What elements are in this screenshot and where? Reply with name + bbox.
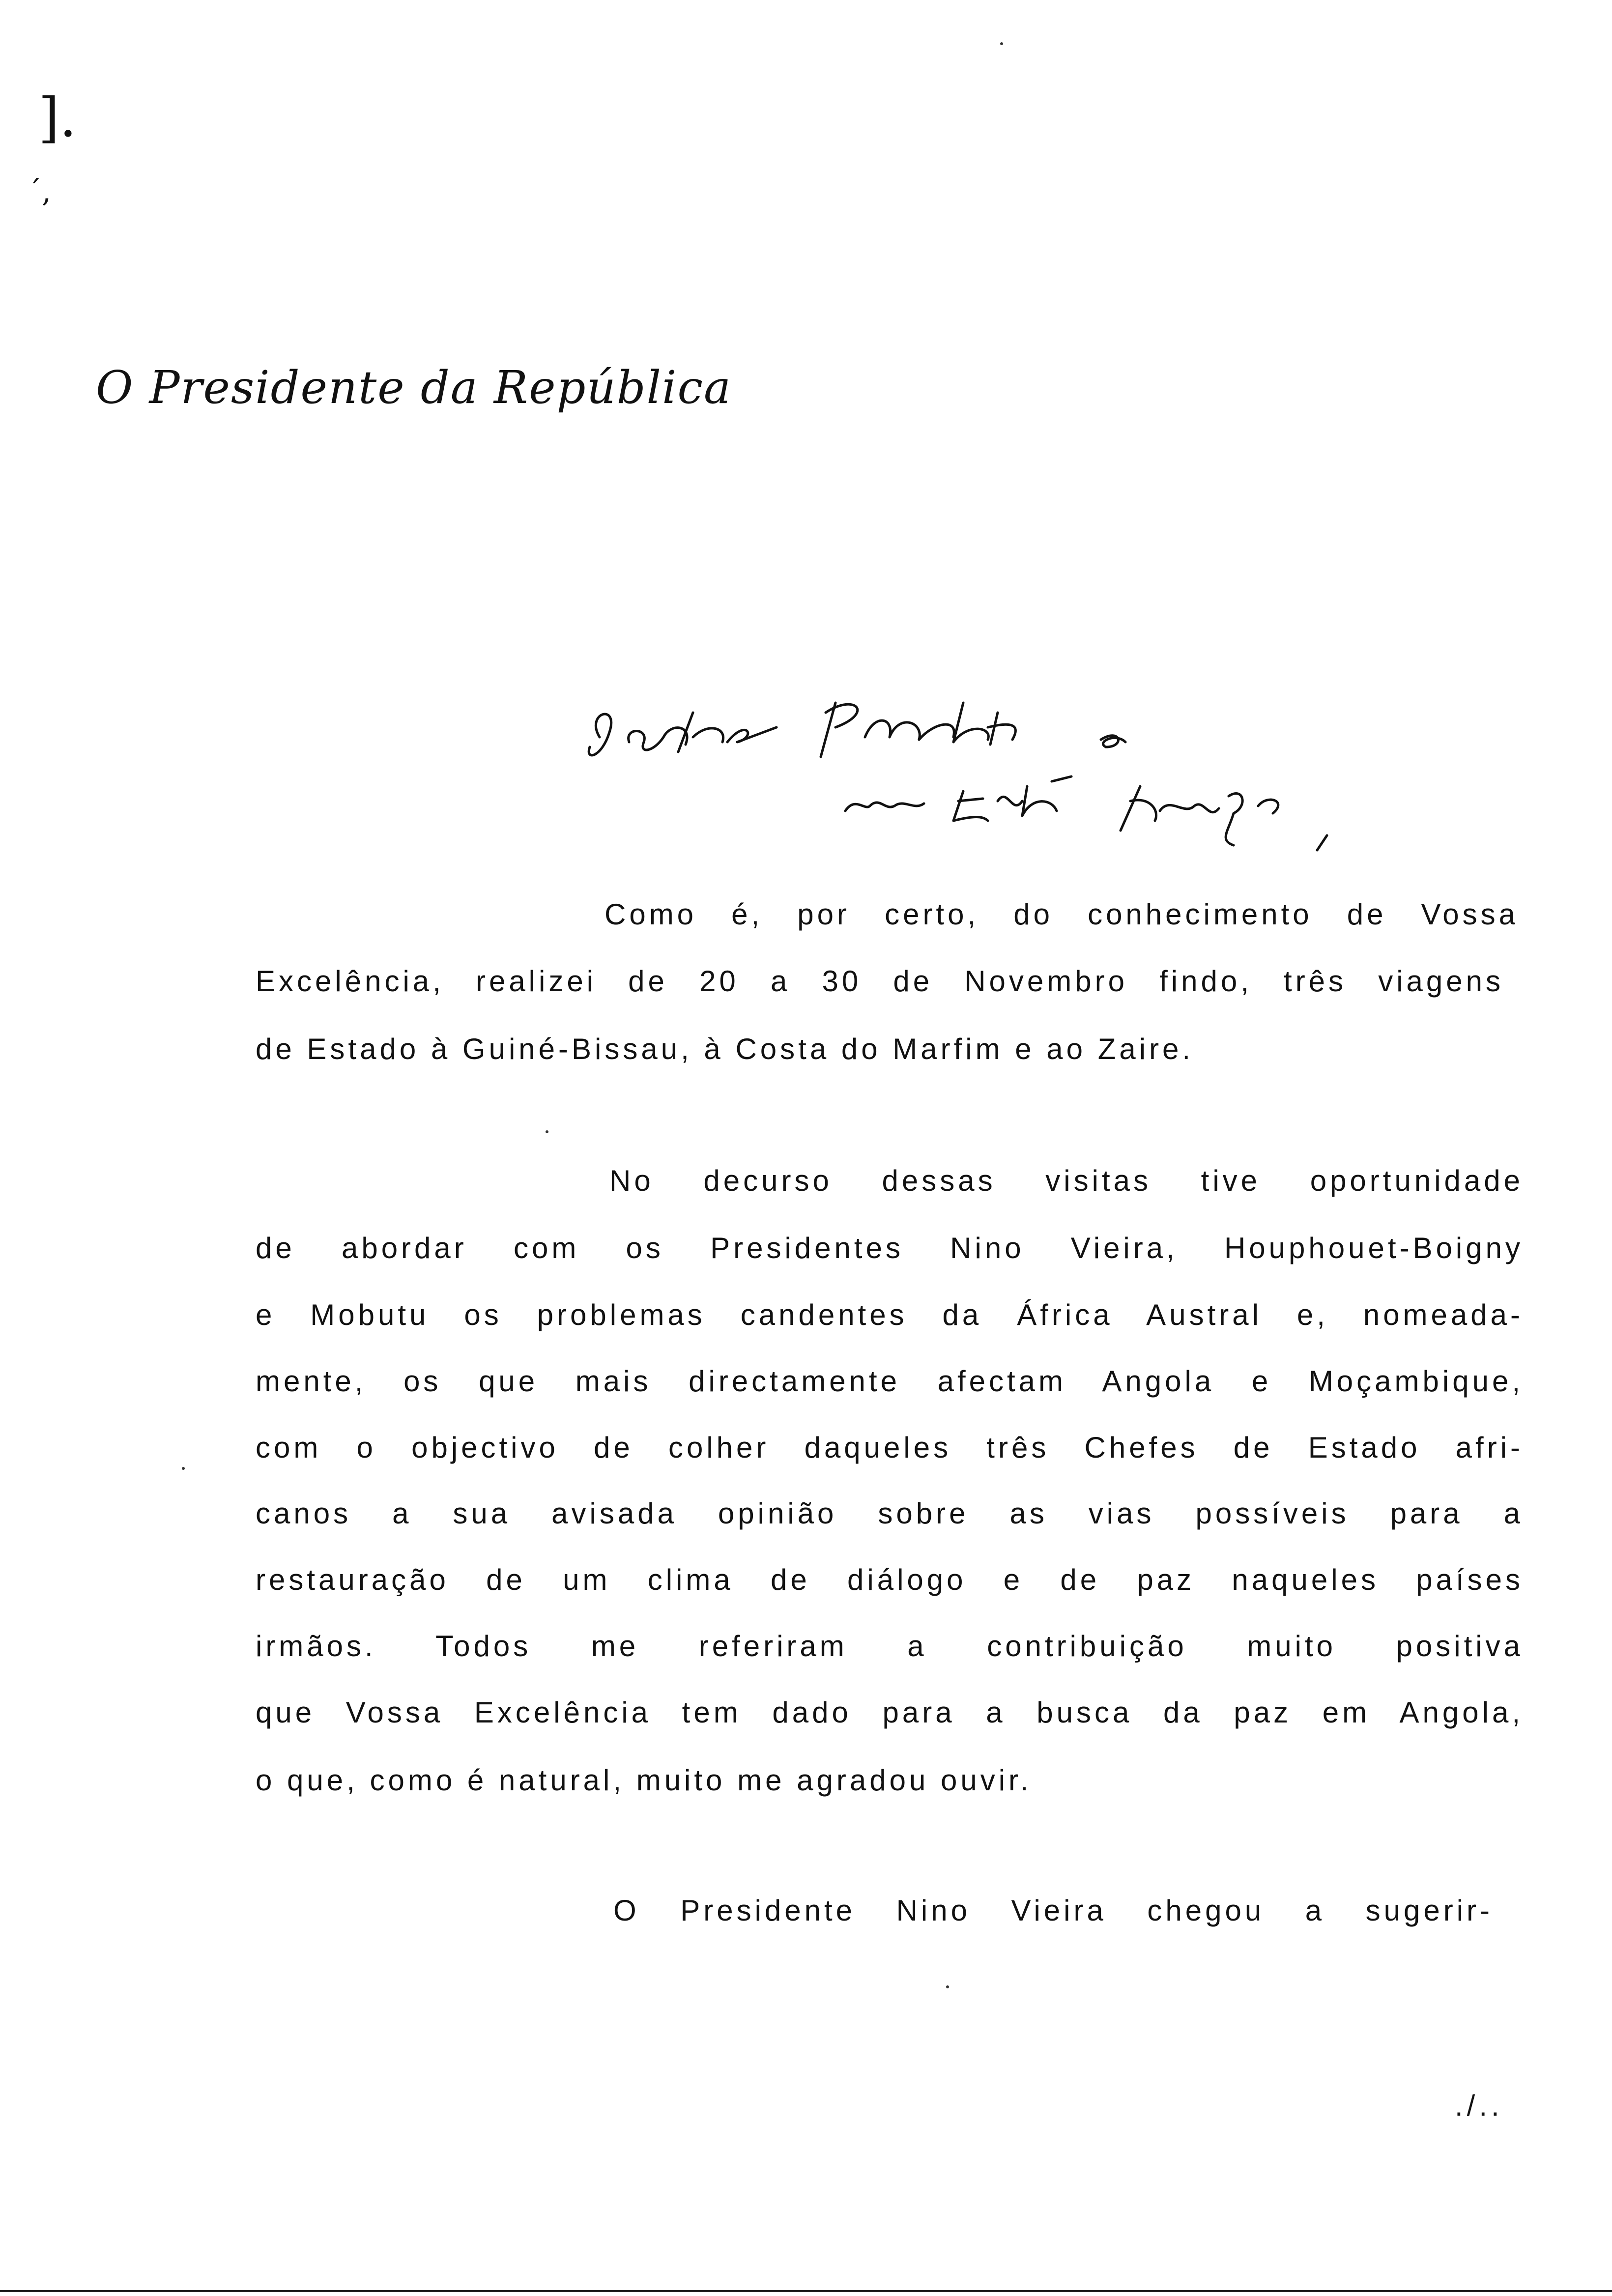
body-line: O Presidente Nino Vieira chegou a sugerir- (613, 1894, 1493, 1927)
body-line: No decurso dessas visitas tive oportunidade (609, 1164, 1524, 1197)
body-line: Excelência, realizei de 20 a 30 de Novembro findo, três viagens (256, 965, 1504, 998)
letterhead: O Presidente da República (96, 361, 732, 414)
body-line: mente, os que mais directamente afectam Angola e Moçambique, (256, 1365, 1524, 1398)
handwritten-salutation (580, 683, 1366, 870)
body-line: restauração de um clima de diálogo e de paz naqueles países (256, 1563, 1524, 1596)
corner-mark: ´, (27, 174, 52, 209)
body-line: canos a sua avisada opinião sobre as vias possíveis para a (256, 1497, 1524, 1530)
scan-speck (1000, 42, 1003, 45)
scan-speck (546, 1130, 548, 1133)
corner-mark: ]. (38, 86, 77, 149)
scan-speck (946, 1985, 949, 1988)
body-line: com o objectivo de colher daqueles três Chefes de Estado afri- (256, 1431, 1524, 1464)
body-line: o que, como é natural, muito me agradou ouvir. (256, 1764, 1032, 1797)
body-line: que Vossa Excelência tem dado para a busca da paz em Angola, (256, 1696, 1524, 1729)
body-line: e Mobutu os problemas candentes da África Austral e, nomeada- (256, 1298, 1524, 1331)
body-line: irmãos. Todos me referiram a contribuição muito positiva (256, 1630, 1524, 1663)
body-line: de abordar com os Presidentes Nino Vieira, Houphouet-Boigny (256, 1232, 1524, 1264)
bottom-edge-rule (0, 2290, 1612, 2292)
continuation-marker: ./.. (1455, 2089, 1503, 2122)
body-line: Como é, por certo, do conhecimento de Vossa (604, 898, 1519, 931)
body-line: de Estado à Guiné-Bissau, à Costa do Marfim e ao Zaire. (256, 1033, 1194, 1065)
scan-speck (182, 1467, 185, 1470)
